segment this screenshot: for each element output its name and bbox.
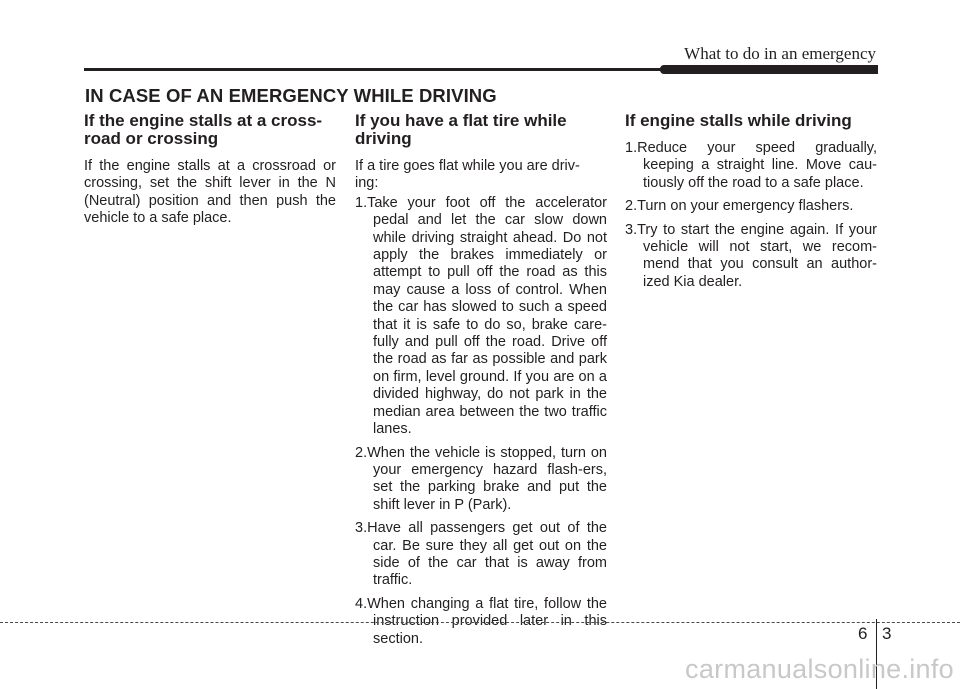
page-number: 3 xyxy=(882,624,892,643)
section-title: IN CASE OF AN EMERGENCY WHILE DRIVING xyxy=(85,85,497,106)
flat-tire-step-2: 2.When the vehicle is stopped, turn on your emergency hazard flash-ers, set the parking brake and put the shift lever in P (Park). xyxy=(355,444,607,513)
column-engine-stalls-crossing xyxy=(84,112,336,228)
paragraph-flat-tire-intro: If a tire goes flat while you are driv- ing: xyxy=(355,158,580,192)
heading-engine-stalls-driving: If engine stalls while driving xyxy=(625,111,852,130)
flat-tire-step-1: 1.Take your foot off the accelerator pedal and let the car slow down while driving straight ahead. Do not apply the brakes immediately or attempt to pull off the road as this may cause a loss of control. When the car has slowed to such a speed that it is safe to do so, brake care-fully and pull off the road. Drive off the road as far as possible and park on firm, level ground. If you are on a divided highway, do not park in the median area between the two traffic lanes. xyxy=(355,194,607,438)
column-engine-stalls-driving xyxy=(625,112,877,297)
engine-stalls-step-2: 2.Turn on your emergency flashers. xyxy=(625,198,854,215)
engine-stalls-step-1: 1.Reduce your speed gradually, keeping a straight line. Move cau-tiously off the road to a safe place. xyxy=(625,140,877,191)
flat-tire-step-3: 3.Have all passengers get out of the car. Be sure they all get out on the side of the car that is away from traffic. xyxy=(355,520,607,589)
header-tab-bar xyxy=(660,65,878,74)
heading-flat-tire: If you have a flat tire while driving xyxy=(355,111,567,148)
heading-engine-stalls-crossing: If the engine stalls at a cross- road or crossing xyxy=(84,111,323,148)
watermark: carmanualsonline.info xyxy=(685,654,954,684)
column-flat-tire xyxy=(355,112,607,654)
flat-tire-steps xyxy=(355,195,607,648)
engine-stalls-steps xyxy=(625,140,877,291)
chapter-number: 6 xyxy=(858,624,868,643)
footer-rule xyxy=(0,622,960,623)
paragraph-engine-stalls-crossing: If the engine stalls at a crossroad or crossing, set the shift lever in the N (Neutral) position and then push the vehicle to a safe place. xyxy=(84,158,336,227)
flat-tire-step-4: 4.When changing a flat tire, follow the instruction provided later in this section. xyxy=(355,595,607,647)
engine-stalls-step-3: 3.Try to start the engine again. If your vehicle will not start, we recom-mend that you consult an author-ized Kia dealer. xyxy=(625,221,877,290)
running-header: What to do in an emergency xyxy=(684,44,876,63)
